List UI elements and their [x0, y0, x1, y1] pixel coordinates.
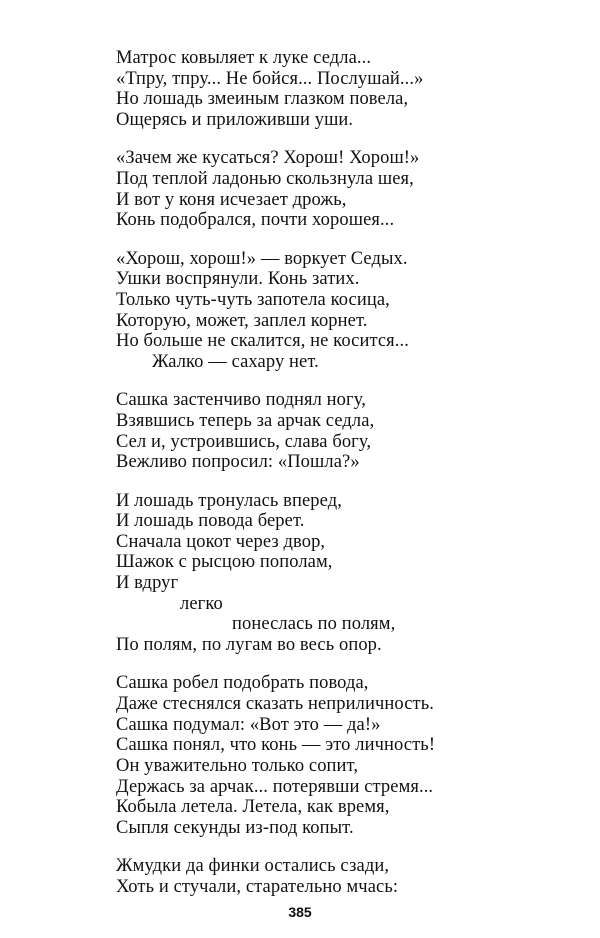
- poem-line: По полям, по лугам во весь опор.: [116, 635, 382, 655]
- poem-line: Он уважительно только сопит,: [116, 756, 359, 776]
- poem-line: И лошадь тронулась вперед,: [116, 491, 342, 511]
- poem-line: понеслась по полям,: [232, 614, 396, 634]
- poem-line: Сашка подумал: «Вот это — да!»: [116, 715, 381, 735]
- poem-line: Только чуть-чуть запотела косица,: [116, 290, 390, 310]
- poem-line: Держась за арчак... потерявши стремя...: [116, 777, 434, 797]
- poem-line: Взявшись теперь за арчак седла,: [116, 411, 375, 431]
- poem-line: Кобыла летела. Летела, как время,: [116, 797, 390, 817]
- poem-line: Но лошадь змеиным глазком повела,: [116, 89, 409, 109]
- poem-line: Ощерясь и приложивши уши.: [116, 110, 354, 130]
- poem-line: И вот у коня исчезает дрожь,: [116, 190, 347, 210]
- poem-line: Жмудки да финки остались сзади,: [116, 856, 390, 876]
- poem-line: Ушки воспрянули. Конь затих.: [116, 269, 360, 289]
- poem-line: И лошадь повода берет.: [116, 511, 305, 531]
- poem-line: И вдруг: [116, 573, 179, 593]
- poem-line: Но больше не скалится, не косится...: [116, 331, 409, 351]
- poem-line: Сел и, устроившись, слава богу,: [116, 432, 372, 452]
- poem-line: Сашка понял, что конь — это личность!: [116, 735, 436, 755]
- poem-line: Сыпля секунды из-под копыт.: [116, 818, 354, 838]
- page-number: 385: [288, 904, 312, 920]
- poem-line: Сашка застенчиво поднял ногу,: [116, 390, 366, 410]
- poem-line: Которую, может, заплел корнет.: [116, 311, 368, 331]
- poem-line: Хоть и стучали, старательно мчась:: [116, 877, 399, 897]
- poem-line: «Тпру, тпру... Не бойся... Послушай...»: [116, 69, 424, 89]
- poem-line: «Зачем же кусаться? Хорош! Хорош!»: [116, 148, 420, 168]
- poem-line: Вежливо попросил: «Пошла?»: [116, 452, 360, 472]
- poem-line: Сашка робел подобрать повода,: [116, 673, 369, 693]
- poem-line: Шажок с рысцою пополам,: [116, 552, 333, 572]
- poem-line: Даже стеснялся сказать неприличность.: [116, 694, 434, 714]
- poem-line: легко: [180, 594, 223, 614]
- poem-line: Под теплой ладонью скользнула шея,: [116, 169, 414, 189]
- poem-line: «Хорош, хорош!» — воркует Седых.: [116, 249, 408, 269]
- poem-line: Жалко — сахару нет.: [152, 352, 319, 372]
- poem-line: Сначала цокот через двор,: [116, 532, 326, 552]
- poem-line: Конь подобрался, почти хорошея...: [116, 210, 395, 230]
- poem-line: Матрос ковыляет к луке седла...: [116, 48, 372, 68]
